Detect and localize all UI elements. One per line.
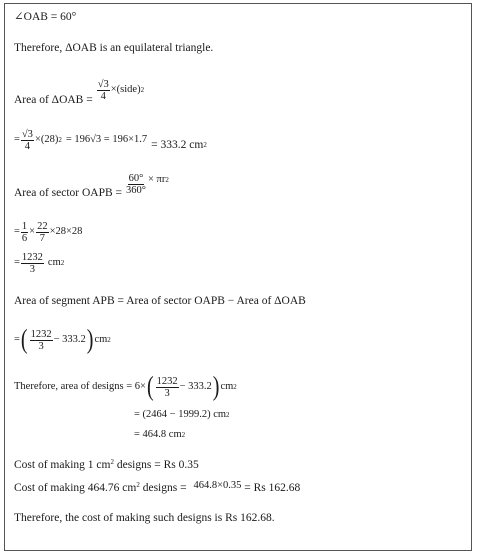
designs-step2: = (2464 − 1999.2) cm 2: [134, 409, 230, 420]
conclusion: Therefore, the cost of making such designs is Rs 162.68.: [14, 512, 275, 524]
triangle-area-calculation: = $\frac{√3}{4}$ ×(28) 2 = 196√3 = 196×1.7 = 333.2 cm 2: [14, 128, 207, 152]
designs-step3-text: = 464.8 cm: [134, 429, 182, 440]
triangle-area-label: Area of ΔOAB =: [14, 94, 93, 106]
designs-step3: = 464.8 cm 2: [134, 429, 186, 440]
sector-calc-fraction-a: [21, 221, 28, 244]
designs-step2-text: = (2464 − 1999.2) cm: [134, 409, 227, 420]
segment-fraction: [30, 329, 53, 352]
designs-fraction: [156, 376, 179, 399]
squared-sup: 2: [136, 481, 140, 489]
designs-tail: − 333.2: [179, 381, 212, 392]
sector-calculation: = $\frac{1}{6}$ × $\frac{22}{7}$ ×28×28: [14, 220, 83, 244]
sector-calc-a-numerator: 1: [21, 220, 28, 232]
sector-result-fraction: [21, 252, 44, 275]
sector-calc-tail: ×28×28: [49, 226, 83, 237]
triangle-area-fraction: [97, 79, 110, 102]
sector-result-unit: cm: [47, 257, 61, 268]
squared-sup: 2: [110, 458, 114, 466]
calc1-result: = 333.2 cm: [151, 139, 204, 151]
segment-numerator: 1232: [30, 328, 52, 340]
designs-numerator: 1232: [156, 375, 178, 387]
segment-tail: − 333.2: [53, 334, 86, 345]
designs-area-calculation: Therefore, area of designs = 6× ( $\frac{1232}{3}$ − 333.2 ) cm 2: [14, 372, 237, 402]
sector-denominator: 360°: [126, 184, 146, 196]
designs-label: Therefore, area of designs = 6×: [14, 381, 146, 392]
calc1-denominator: 4: [24, 140, 31, 152]
sector-area-formula: Area of sector OAPB = $\frac{60^\circ}{360^\circ}$ × πr 2: [14, 172, 169, 199]
triangle-area-tail: ×(side): [110, 84, 141, 95]
sector-calc-b-numerator: 22: [37, 220, 48, 232]
sector-calc-a-denominator: 6: [21, 232, 28, 244]
cost-total-expression: 464.8×0.35: [193, 480, 242, 491]
cost-total-text-b: designs =: [139, 482, 187, 494]
cost-total: [14, 481, 300, 496]
sector-calc-b-denominator: 7: [39, 232, 45, 244]
designs-unit: cm: [220, 381, 234, 392]
calc1-fraction: [21, 129, 34, 152]
triangle-area-numerator: √3: [97, 78, 109, 90]
sector-area-label: Area of sector OAPB =: [14, 187, 123, 199]
calc1-numerator: √3: [21, 128, 33, 140]
sector-result: = $\frac{1232}{3}$ cm 2: [14, 251, 65, 275]
sector-result-denominator: 3: [29, 263, 36, 275]
cost-total-result: = Rs 162.68: [244, 482, 301, 494]
sector-calc-fraction-b: [36, 221, 49, 244]
sector-fraction: [125, 173, 147, 196]
triangle-area-formula: Area of ΔOAB = $\frac{√3}{4}$ ×(side) 2: [14, 78, 145, 106]
sector-numerator: 60°: [128, 172, 144, 184]
designs-denominator: 3: [164, 387, 170, 399]
segment-definition: Area of segment APB = Area of sector OAPB − Area of ΔOAB: [14, 295, 306, 307]
cost-per-unit: [14, 458, 199, 472]
angle-statement: ∠OAB = 60°: [14, 11, 77, 23]
segment-denominator: 3: [38, 340, 44, 352]
segment-calculation: = ( $\frac{1232}{3}$ − 333.2 ) cm 2: [14, 325, 111, 355]
calc1-mid: ×(28): [34, 134, 59, 145]
cost-unit-text-b: designs = Rs 0.35: [113, 459, 199, 471]
calc1-rest: = 196√3 = 196×1.7: [65, 134, 148, 145]
sector-tail: × πr: [148, 174, 166, 185]
equilateral-statement: Therefore, ΔOAB is an equilateral triangle.: [14, 42, 214, 54]
triangle-area-denominator: 4: [100, 90, 106, 102]
cost-total-text-a: Cost of making 464.76 cm: [14, 482, 137, 494]
cost-unit-text-a: Cost of making 1 cm: [14, 459, 111, 471]
sector-result-numerator: 1232: [21, 251, 43, 263]
segment-unit: cm: [94, 334, 108, 345]
